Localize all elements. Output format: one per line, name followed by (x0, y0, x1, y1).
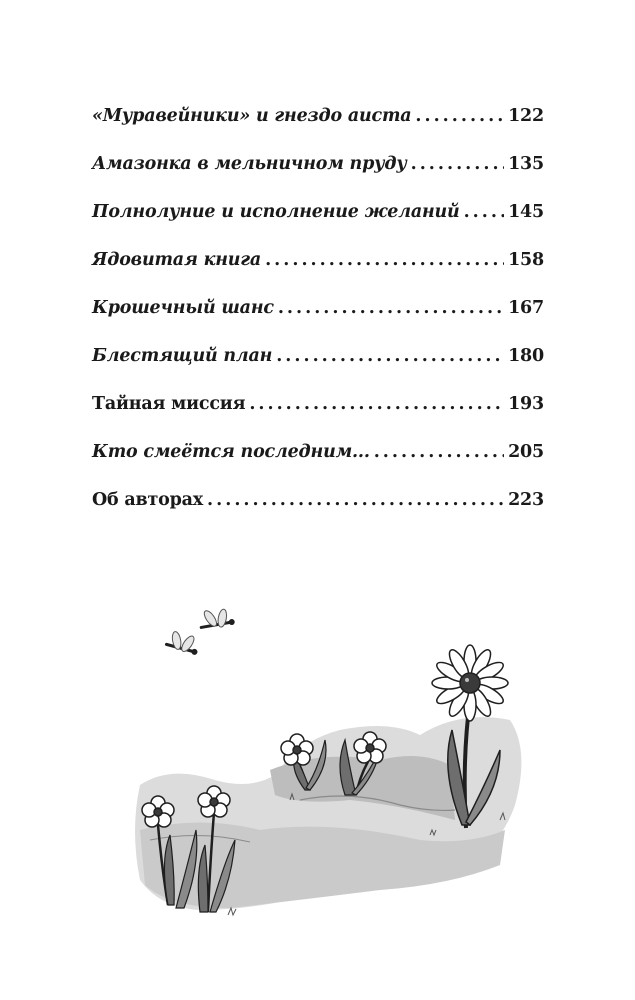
toc-entry-title: Полнолуние и исполнение желаний (92, 202, 460, 222)
toc-entry[interactable] (92, 346, 544, 394)
toc-entry-page: 135 (508, 154, 544, 174)
toc-entry-page: 223 (508, 490, 544, 510)
dragonfly-icon (166, 629, 202, 657)
toc-entry-title: Амазонка в мельничном пруду (92, 154, 407, 174)
toc-entry-title: «Муравейники» и гнездо аиста (92, 106, 412, 126)
toc-leader-dots (374, 442, 504, 462)
toc-entry[interactable] (92, 202, 544, 250)
toc-leader-dots (415, 106, 504, 126)
toc-entry-page: 145 (508, 202, 544, 222)
table-of-contents (92, 106, 544, 538)
toc-leader-dots (265, 250, 504, 270)
toc-entry-page: 122 (508, 106, 544, 126)
toc-entry[interactable] (92, 154, 544, 202)
toc-entry-title: Блестящий план (92, 346, 273, 366)
toc-entry[interactable] (92, 250, 544, 298)
toc-leader-dots (249, 394, 504, 414)
toc-entry-title: Крошечный шанс (92, 298, 274, 318)
toc-entry[interactable] (92, 298, 544, 346)
toc-entry-title: Ядовитая книга (92, 250, 262, 270)
toc-entry[interactable] (92, 394, 544, 442)
toc-leader-dots (278, 298, 504, 318)
toc-entry[interactable] (92, 442, 544, 490)
dragonfly-icon (198, 605, 235, 632)
toc-entry-title: Тайная миссия (92, 394, 246, 414)
toc-entry-title: Кто смеётся последним... (92, 442, 370, 462)
toc-entry-page: 193 (508, 394, 544, 414)
toc-entry[interactable] (92, 106, 544, 154)
toc-leader-dots (411, 154, 504, 174)
toc-leader-dots (276, 346, 504, 366)
toc-entry-page: 167 (508, 298, 544, 318)
toc-entry-page: 205 (508, 442, 544, 462)
meadow-illustration (0, 590, 635, 1000)
toc-leader-dots (464, 202, 504, 222)
toc-entry-title: Об авторах (92, 490, 204, 510)
toc-leader-dots (207, 490, 504, 510)
toc-entry-page: 180 (508, 346, 544, 366)
toc-entry-page: 158 (508, 250, 544, 270)
toc-entry[interactable] (92, 490, 544, 538)
